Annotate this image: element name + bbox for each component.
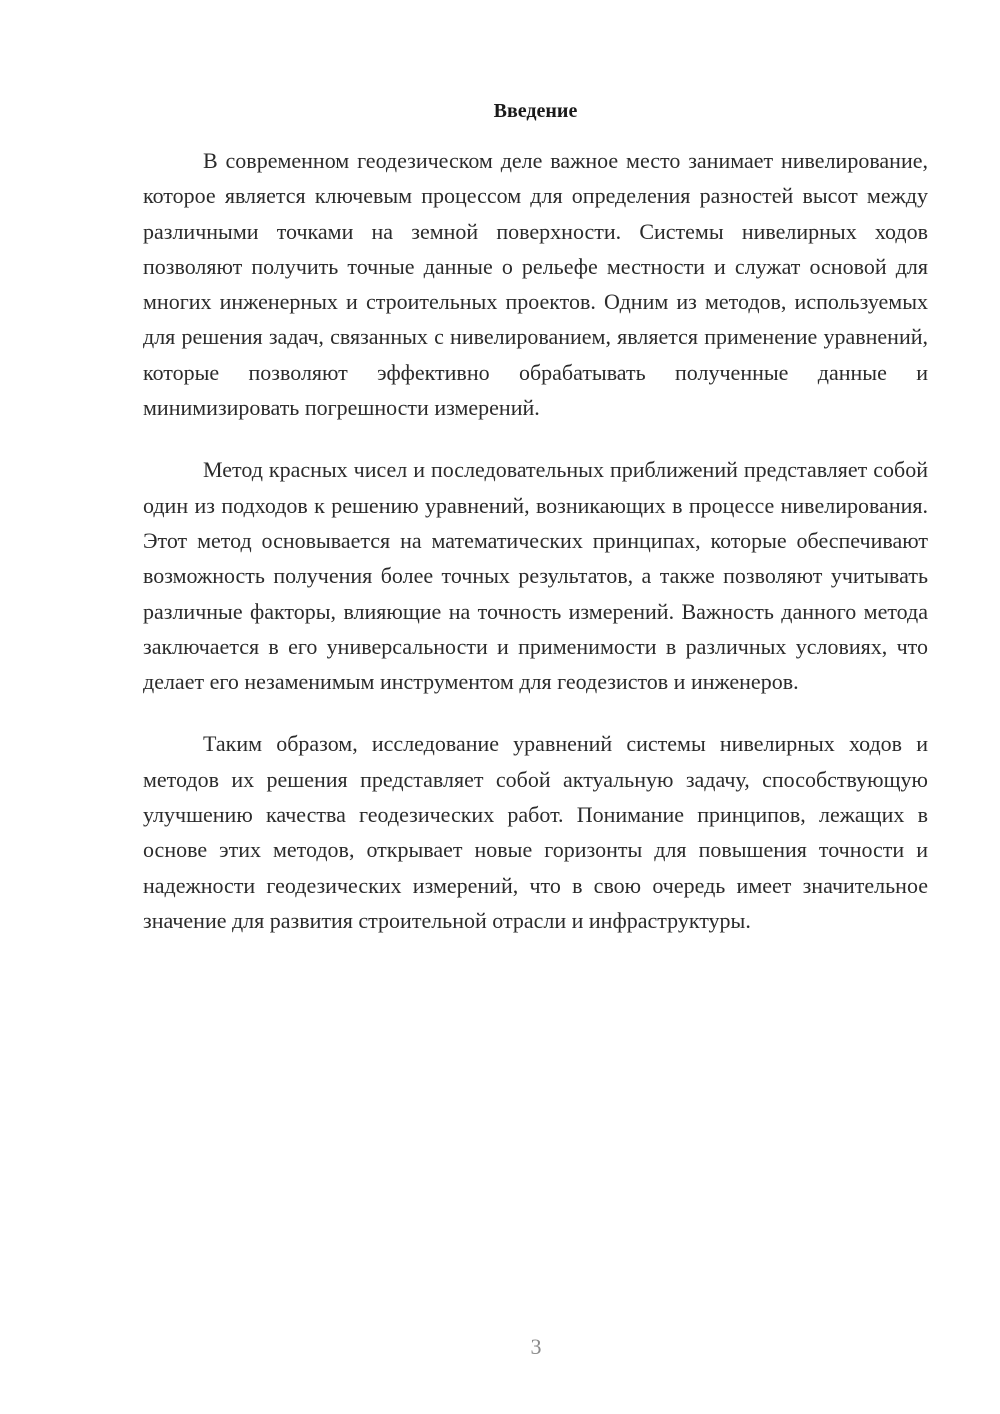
body-text: [143, 143, 928, 965]
paragraph-2: Метод красных чисел и последовательных приближений представляет собой один из подходов к решению уравнений, возникающих в процессе нивелирования. Этот метод основывается на математических принципах, которые обеспечивают возможность получения более точных результатов, а также позволяют учитывать различные факторы, влияющие на точность измерений. Важность данного метода заключается в его универсальности и применимости в различных условиях, что делает его незаменимым инструментом для геодезистов и инженеров.: [143, 457, 928, 695]
paragraph-1: В современном геодезическом деле важное место занимает нивелирование, которое является ключевым процессом для определения разностей высот между различными точками на земной поверхности. Системы нивелирных ходов позволяют получить точные данные о рельефе местности и служат основой для многих инженерных и строительных проектов. Одним из методов, используемых для решения задач, связанных с нивелированием, является применение уравнений, которые позволяют эффективно обрабатывать полученные данные и минимизировать погрешности измерений.: [143, 148, 928, 421]
page-number: 3: [530, 1334, 542, 1359]
section-heading: Введение: [493, 100, 578, 122]
paragraph-3: Таким образом, исследование уравнений системы нивелирных ходов и методов их решения представляет собой актуальную задачу, способствующую улучшению качества геодезических работ. Понимание принципов, лежащих в основе этих методов, открывает новые горизонты для повышения точности и надежности геодезических измерений, что в свою очередь имеет значительное значение для развития строительной отрасли и инфраструктуры.: [143, 731, 928, 933]
